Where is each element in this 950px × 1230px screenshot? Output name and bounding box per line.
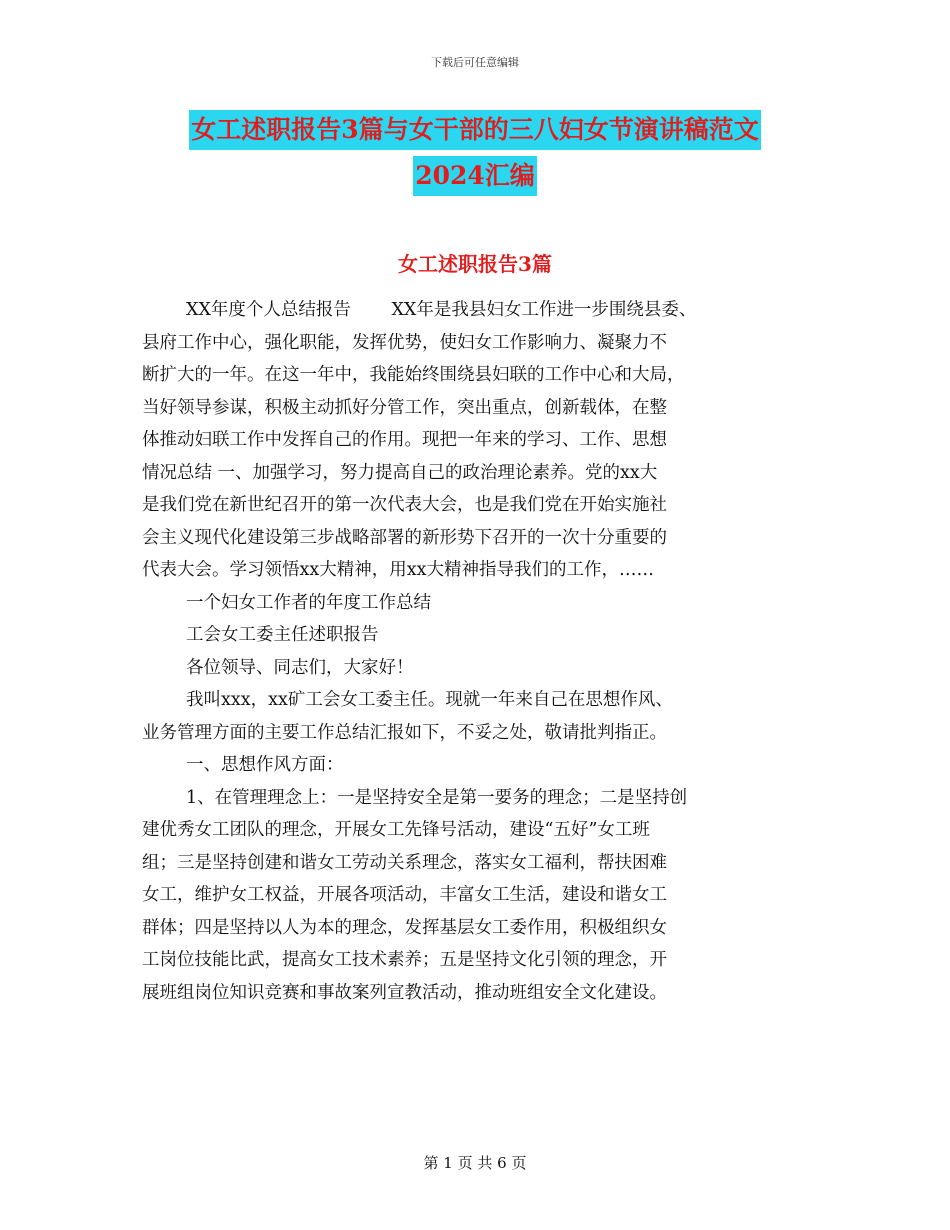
body-line: 1、在管理理念上：一是坚持安全是第一要务的理念；二是坚持创	[186, 787, 688, 808]
document-title	[140, 110, 810, 196]
body-line: 建优秀女工团队的理念，开展女工先锋号活动，建设“五好”女工班	[142, 820, 650, 840]
body-line: 工岗位技能比武，提高女工技术素养；五是坚持文化引领的理念，开	[142, 950, 667, 970]
body-text	[142, 294, 822, 1009]
body-line: 一个妇女工作者的年度工作总结	[186, 592, 431, 613]
body-line: 一、思想作风方面：	[186, 755, 344, 775]
body-line: XX年度个人总结报告 XX年是我县妇女工作进一步围绕县委、	[186, 300, 697, 320]
body-line: 组；三是坚持创建和谐女工劳动关系理念，落实女工福利，帮扶困难	[142, 852, 667, 873]
body-line: 县府工作中心，强化职能，发挥优势，使妇女工作影响力、凝聚力不	[142, 332, 667, 353]
title-line-2: 2024汇编	[413, 156, 537, 196]
body-line: 是我们党在新世纪召开的第一次代表大会，也是我们党在开始实施社	[142, 495, 667, 515]
body-line: 我叫xxx，xx矿工会女工委主任。现就一年来自己在思想作风、	[186, 690, 673, 710]
body-line: 代表大会。学习领悟xx大精神，用xx大精神指导我们的工作，……	[142, 560, 654, 580]
body-line: 当好领导参谋，积极主动抓好分管工作，突出重点，创新载体，在整	[142, 397, 667, 418]
body-line: 各位领导、同志们，大家好！	[186, 657, 414, 678]
section-subtitle: 女工述职报告3篇	[398, 252, 552, 276]
body-line: 女工，维护女工权益，开展各项活动，丰富女工生活，建设和谐女工	[142, 885, 667, 905]
body-line: 断扩大的一年。在这一年中，我能始终围绕县妇联的工作中心和大局，	[142, 365, 685, 385]
title-line-1: 女工述职报告3篇与女干部的三八妇女节演讲稿范文	[189, 110, 760, 150]
body-line: 业务管理方面的主要工作总结汇报如下，不妥之处，敬请批判指正。	[142, 722, 667, 743]
body-line: 展班组岗位知识竞赛和事故案列宣教活动，推动班组安全文化建设。	[142, 982, 667, 1003]
body-line: 情况总结 一、加强学习，努力提高自己的政治理论素养。党的xx大	[142, 462, 658, 483]
header-note: 下载后可任意编辑	[431, 56, 519, 69]
body-line: 体推动妇联工作中发挥自己的作用。现把一年来的学习、工作、思想	[142, 430, 667, 450]
page-footer: 第 1 页 共 6 页	[423, 1154, 527, 1172]
body-line: 群体；四是坚持以人为本的理念，发挥基层女工委作用，积极组织女	[142, 917, 667, 938]
body-line: 会主义现代化建设第三步战略部署的新形势下召开的一次十分重要的	[142, 527, 667, 548]
body-line: 工会女工委主任述职报告	[186, 625, 379, 645]
